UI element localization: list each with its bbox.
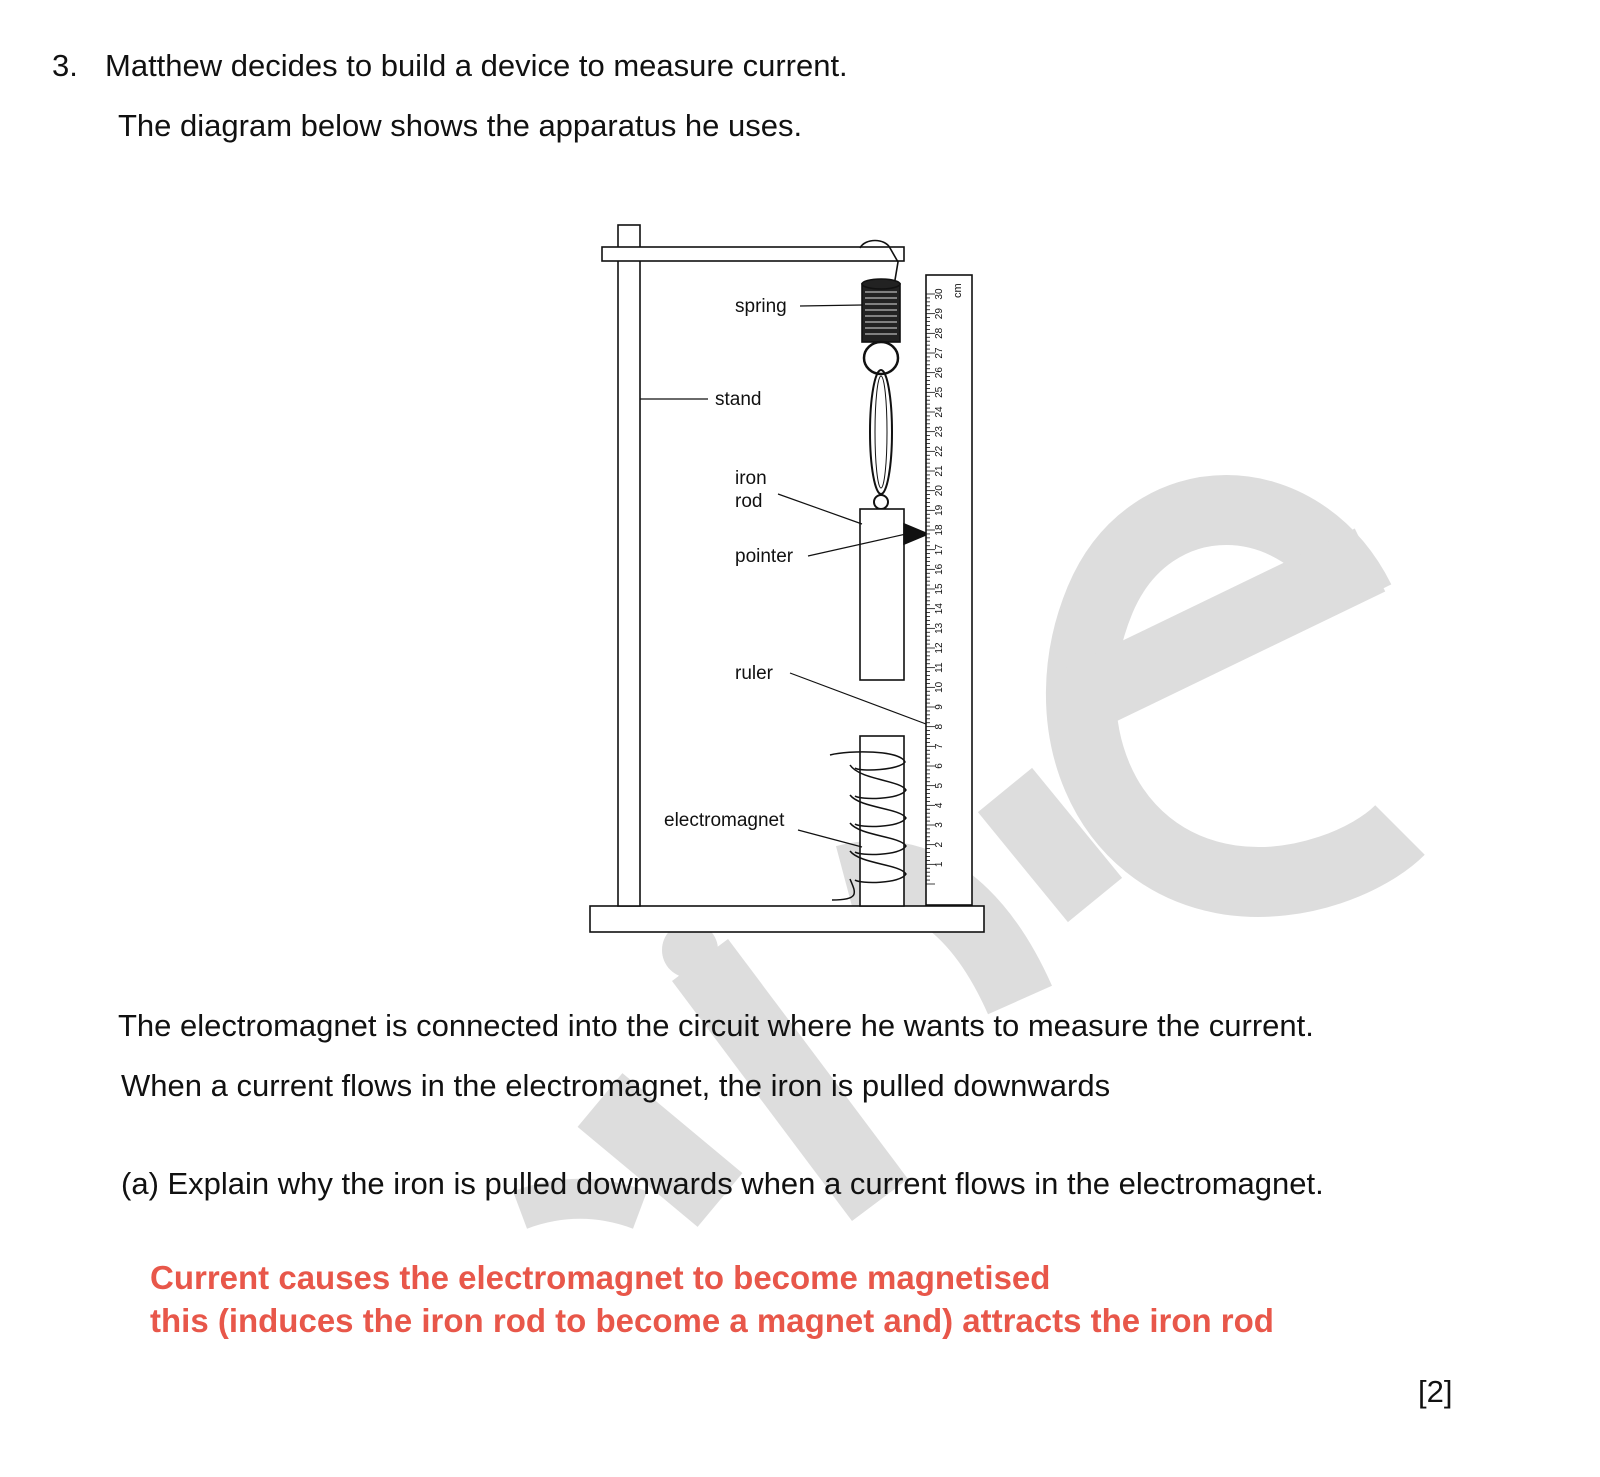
ruler-tick-label: 17	[934, 544, 945, 556]
ruler-tick-label: 4	[934, 802, 945, 809]
spring-icon	[862, 284, 900, 342]
part-a-question: (a) Explain why the iron is pulled downwards when a current flows in the electromagnet.	[121, 1166, 1324, 1201]
ruler-tick-label: 10	[934, 681, 945, 693]
label-rod: rod	[735, 491, 763, 512]
ruler-tick-label: 30	[934, 288, 945, 300]
ruler-tick-label: 5	[934, 782, 945, 789]
ruler-tick-label: 8	[934, 723, 945, 730]
ruler-tick-label: 24	[934, 406, 945, 418]
link	[870, 370, 892, 494]
ruler-tick-label: 11	[934, 662, 945, 673]
question-intro: Matthew decides to build a device to measure current.	[105, 48, 848, 83]
label-electromagnet: electromagnet	[664, 810, 785, 831]
ruler-tick-label: 7	[934, 743, 945, 750]
stand-arm	[602, 247, 904, 261]
rod-ring	[874, 495, 888, 509]
ruler-tick-label: 12	[934, 642, 945, 654]
label-iron: iron	[735, 468, 767, 489]
ruler-tick-label: 23	[934, 426, 945, 438]
marks-badge: [2]	[1418, 1374, 1453, 1409]
question-number: 3.	[52, 48, 78, 83]
electromagnet-core	[860, 736, 904, 906]
ruler-tick-label: 27	[934, 347, 945, 359]
label-ruler: ruler	[735, 663, 774, 684]
ruler-tick-label: 28	[934, 327, 945, 339]
pointer-icon	[904, 524, 928, 544]
stand-pole	[618, 225, 640, 906]
diagram-caption: The diagram below shows the apparatus he uses.	[118, 108, 803, 143]
paragraph-2: When a current flows in the electromagnet, the iron is pulled downwards	[121, 1068, 1111, 1103]
answer-line-1: Current causes the electromagnet to become magnetised	[150, 1259, 1051, 1296]
label-spring: spring	[735, 296, 787, 317]
ruler-tick-label: 22	[934, 445, 945, 457]
ruler-tick-label: 19	[934, 504, 945, 516]
ruler-tick-label: 26	[934, 367, 945, 379]
label-stand: stand	[715, 389, 762, 410]
ruler-tick-label: 9	[934, 704, 945, 710]
ruler	[926, 275, 972, 905]
ruler-tick-label: 1	[934, 861, 945, 868]
ruler-tick-label: 16	[934, 563, 945, 575]
stand-base	[590, 906, 984, 932]
ruler-tick-label: 3	[934, 822, 945, 828]
paragraph-1: The electromagnet is connected into the circuit where he wants to measure the current.	[118, 1008, 1314, 1043]
ruler-tick-label: 13	[934, 622, 945, 634]
ruler-tick-label: 2	[934, 841, 945, 848]
ruler-tick-label: 14	[934, 603, 945, 615]
ruler-tick-label: 6	[934, 763, 945, 769]
answer-line-2: this (induces the iron rod to become a magnet and) attracts the iron rod	[150, 1302, 1274, 1339]
ruler-tick-label: 21	[934, 465, 945, 477]
ruler-tick-label: 25	[934, 386, 945, 398]
ruler-tick-label: 18	[934, 524, 945, 536]
ruler-tick-label: 20	[934, 485, 945, 497]
iron-rod	[860, 509, 904, 680]
ruler-tick-label: 15	[934, 583, 945, 595]
ruler-tick-label: 29	[934, 308, 945, 320]
ruler-unit: cm	[952, 283, 964, 298]
label-pointer: pointer	[735, 546, 794, 567]
